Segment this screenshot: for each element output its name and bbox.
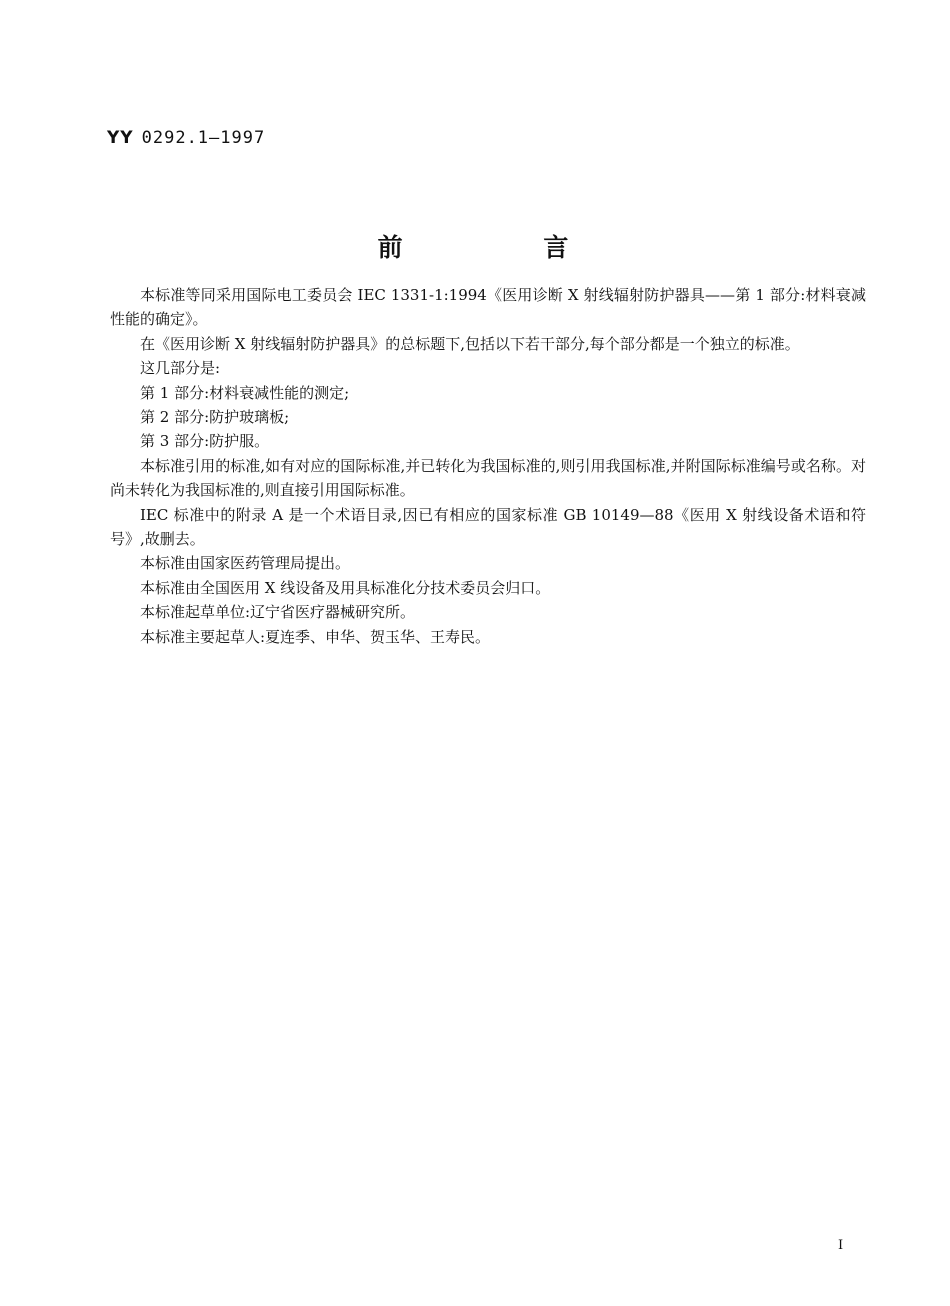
page-title: 前 言 (377, 233, 635, 262)
standard-code-number: 0292.1—1997 (141, 128, 266, 148)
paragraph-proposed-by: 本标准由国家医药管理局提出。 (140, 554, 351, 573)
paragraph-centralized-by: 本标准由全国医用 X 线设备及用具标准化分技术委员会归口。 (140, 578, 551, 597)
page-number: I (838, 1238, 844, 1253)
standard-code-prefix: YY (107, 128, 134, 148)
foreword-body (110, 283, 866, 649)
paragraph-general-title: 在《医用诊断 X 射线辐射防护器具》的总标题下,包括以下若干部分,每个部分都是一个独立的标准。 (140, 334, 800, 353)
paragraph-referenced-standards: 本标准引用的标准,如有对应的国际标准,并已转化为我国标准的,则引用我国标准,并附国际标准编号或名称。对尚未转化为我国标准的,则直接引用国际标准。 (110, 456, 866, 500)
paragraph-parts-intro: 这几部分是: (140, 359, 221, 378)
paragraph-part-2: 第 2 部分:防护玻璃板; (140, 408, 290, 427)
paragraph-part-1: 第 1 部分:材料衰减性能的测定; (140, 383, 350, 402)
paragraph-part-3: 第 3 部分:防护服。 (140, 432, 270, 451)
standard-code (107, 128, 265, 148)
paragraph-annex-a: IEC 标准中的附录 A 是一个术语目录,因已有相应的国家标准 GB 10149—88《医用 X 射线设备术语和符号》,故删去。 (110, 505, 866, 549)
paragraph-adoption: 本标准等同采用国际电工委员会 IEC 1331-1:1994《医用诊断 X 射线辐射防护器具——第 1 部分:材料衰减性能的确定》。 (110, 286, 866, 329)
paragraph-drafting-unit: 本标准起草单位:辽宁省医疗器械研究所。 (140, 603, 416, 622)
paragraph-drafters: 本标准主要起草人:夏连季、申华、贺玉华、王寿民。 (140, 627, 491, 646)
